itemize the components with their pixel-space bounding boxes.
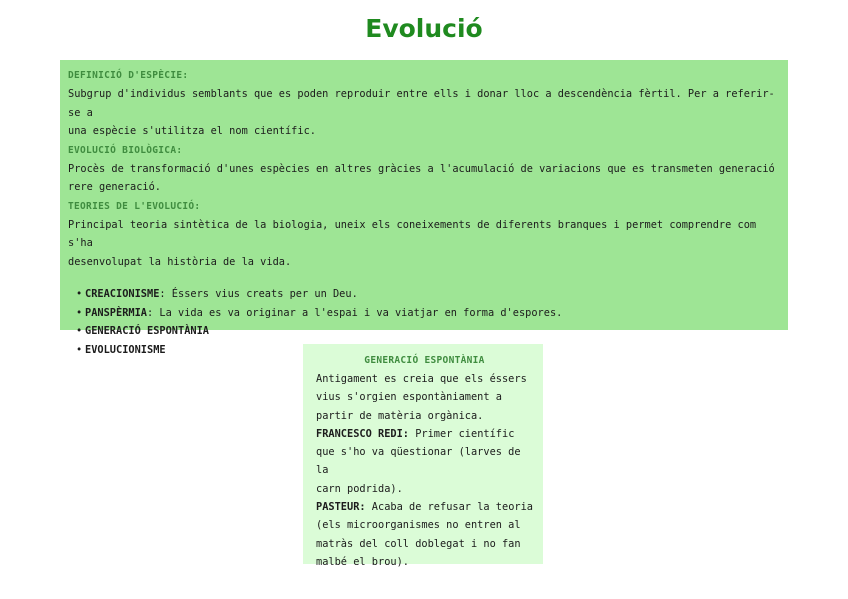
theory-description: : Éssers vius creats per un Deu. — [159, 288, 358, 300]
intro-text-line: vius s'orgien espontàniament a — [316, 391, 502, 404]
pasteur-text-line: PASTEUR: Acaba de refusar la teoria — [316, 501, 533, 514]
pasteur-text-line: matràs del coll doblegat i no fan — [316, 537, 521, 550]
theory-term: PANSPÈRMIA — [85, 306, 147, 319]
definition-text-line: Subgrup d'individus semblants que es poden reproduir entre ells i donar lloc a descendència fèrtil. Per a referir-se a — [68, 88, 775, 119]
theories-heading: TEORIES DE L'EVOLUCIÓ: — [68, 200, 201, 212]
pasteur-text-line: (els microorganismes no entren al — [316, 519, 521, 532]
biological-evolution-text-line: rere generació. — [68, 181, 161, 193]
redi-text-line: FRANCESCO REDI: Primer científic — [316, 427, 515, 440]
list-item — [76, 285, 780, 304]
biological-evolution-text-line: Procès de transformació d'unes espècies en altres gràcies a l'acumulació de variacions que es transmeten generació — [68, 162, 775, 175]
intro-text-line: Antigament es creia que els éssers — [316, 373, 527, 385]
definition-text-line: una espècie s'utilitza el nom científic. — [68, 125, 316, 137]
intro-text-line: partir de matèria orgànica. — [316, 409, 484, 422]
theory-term: EVOLUCIONISME — [85, 343, 166, 356]
page-title: Evolució — [365, 14, 483, 43]
theory-term: CREACIONISME — [85, 288, 160, 300]
biological-evolution-heading: EVOLUCIÓ BIOLÒGICA: — [68, 144, 183, 156]
definition-heading: DEFINICIÓ D'ESPÈCIE: — [68, 70, 189, 81]
theories-text-line: Principal teoria sintètica de la biologia, uneix els coneixements de diferents branques i permet comprendre com s'ha — [68, 218, 757, 249]
theories-text-line: desenvolupat la història de la vida. — [68, 255, 292, 268]
evolution-summary-box — [60, 60, 788, 356]
list-item — [76, 304, 780, 323]
pasteur-text-line: malbé el brou). — [316, 555, 409, 568]
list-item — [76, 322, 780, 341]
spontaneous-generation-box — [303, 344, 543, 568]
redi-text-line: carn podrida). — [316, 482, 403, 495]
theory-term: GENERACIÓ ESPONTÀNIA — [85, 325, 209, 337]
redi-text-line: que s'ho va qüestionar (larves de la — [316, 446, 521, 477]
spontaneous-generation-heading: GENERACIÓ ESPONTÀNIA — [364, 355, 485, 366]
theory-description: : La vida es va originar a l'espai i va viatjar en forma d'espores. — [147, 306, 563, 319]
redi-term: FRANCESCO REDI: — [316, 427, 409, 440]
pasteur-term: PASTEUR: — [316, 501, 366, 514]
